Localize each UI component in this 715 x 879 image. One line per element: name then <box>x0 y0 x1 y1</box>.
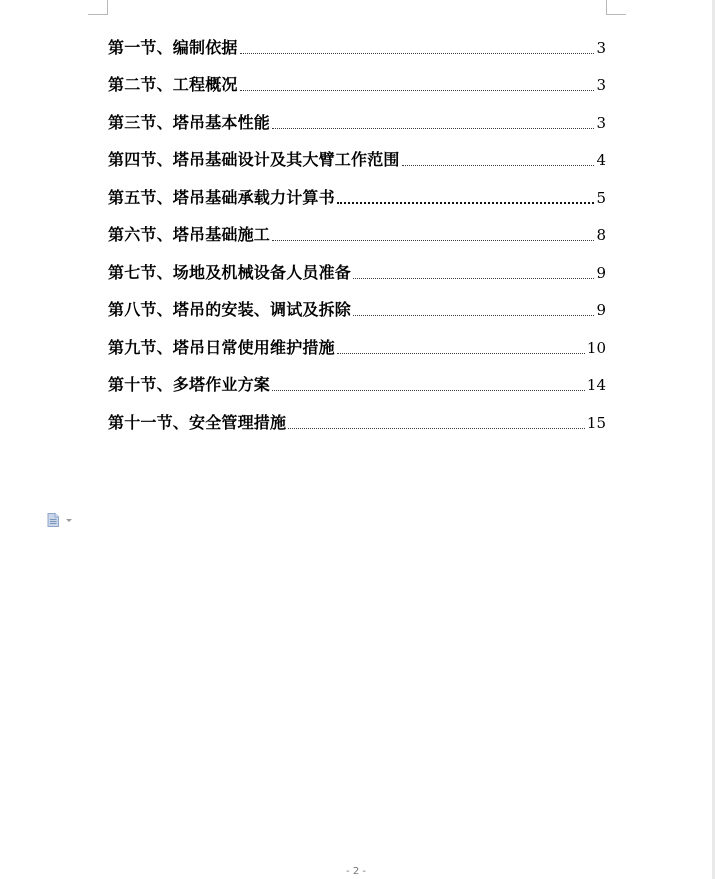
toc-entry-page: 8 <box>596 226 606 244</box>
crop-mark-top-left <box>107 0 108 15</box>
toc-entry-title: 第十节、多塔作业方案 <box>108 375 271 394</box>
toc-dot-leader <box>337 352 585 354</box>
toc-entry-title: 第六节、塔吊基础施工 <box>108 225 271 244</box>
toc-entry-page: 4 <box>596 151 606 169</box>
toc-dot-leader <box>240 52 595 54</box>
table-of-contents <box>108 20 606 433</box>
crop-mark-top-right <box>606 14 626 15</box>
toc-entry[interactable] <box>108 245 606 283</box>
toc-entry-title: 第一节、编制依据 <box>108 37 238 57</box>
crop-mark-top-left <box>88 14 108 15</box>
toc-entry-title: 第三节、塔吊基本性能 <box>108 112 271 132</box>
toc-entry-page: 3 <box>596 76 606 94</box>
crop-mark-top-right <box>606 0 607 15</box>
toc-dot-leader <box>353 277 594 279</box>
toc-entry[interactable] <box>108 395 606 433</box>
page-number-footer: - 2 - <box>346 866 366 877</box>
toc-entry-page: 10 <box>586 338 606 357</box>
toc-entry[interactable] <box>108 283 606 321</box>
toc-entry-page: 9 <box>596 263 606 282</box>
toc-entry[interactable] <box>108 58 606 96</box>
toc-entry[interactable] <box>108 170 606 208</box>
toc-dot-leader <box>272 389 585 391</box>
toc-dot-leader <box>272 127 594 129</box>
toc-entry[interactable] <box>108 95 606 133</box>
toc-entry[interactable] <box>108 20 606 58</box>
toc-entry-title: 第五节、塔吊基础承载力计算书 <box>108 187 335 207</box>
toc-entry-page: 15 <box>586 413 606 432</box>
toc-entry-title: 第九节、塔吊日常使用维护措施 <box>108 337 335 357</box>
toc-entry[interactable] <box>108 320 606 358</box>
toc-dot-leader <box>337 201 595 204</box>
toc-dot-leader <box>402 164 595 166</box>
toc-entry-title: 第四节、塔吊基础设计及其大臂工作范围 <box>108 150 400 169</box>
toc-entry[interactable] <box>108 133 606 171</box>
toc-entry-title: 第十一节、安全管理措施 <box>108 412 287 432</box>
toc-entry-title: 第八节、塔吊的安装、调试及拆除 <box>108 300 352 319</box>
toc-entry-page: 3 <box>596 113 606 132</box>
toc-dot-leader <box>353 314 594 316</box>
document-icon[interactable] <box>47 512 73 526</box>
toc-entry-page: 5 <box>596 188 606 207</box>
toc-entry-page: 14 <box>586 376 606 394</box>
toc-dot-leader <box>240 89 595 91</box>
toc-entry-title: 第二节、工程概况 <box>108 75 238 94</box>
toc-dot-leader <box>288 427 585 429</box>
toc-entry-title: 第七节、场地及机械设备人员准备 <box>108 262 352 282</box>
toc-entry[interactable] <box>108 208 606 246</box>
toc-entry-page: 9 <box>596 301 606 319</box>
toc-dot-leader <box>272 239 594 241</box>
toc-entry-page: 3 <box>596 38 606 57</box>
toc-entry[interactable] <box>108 358 606 396</box>
